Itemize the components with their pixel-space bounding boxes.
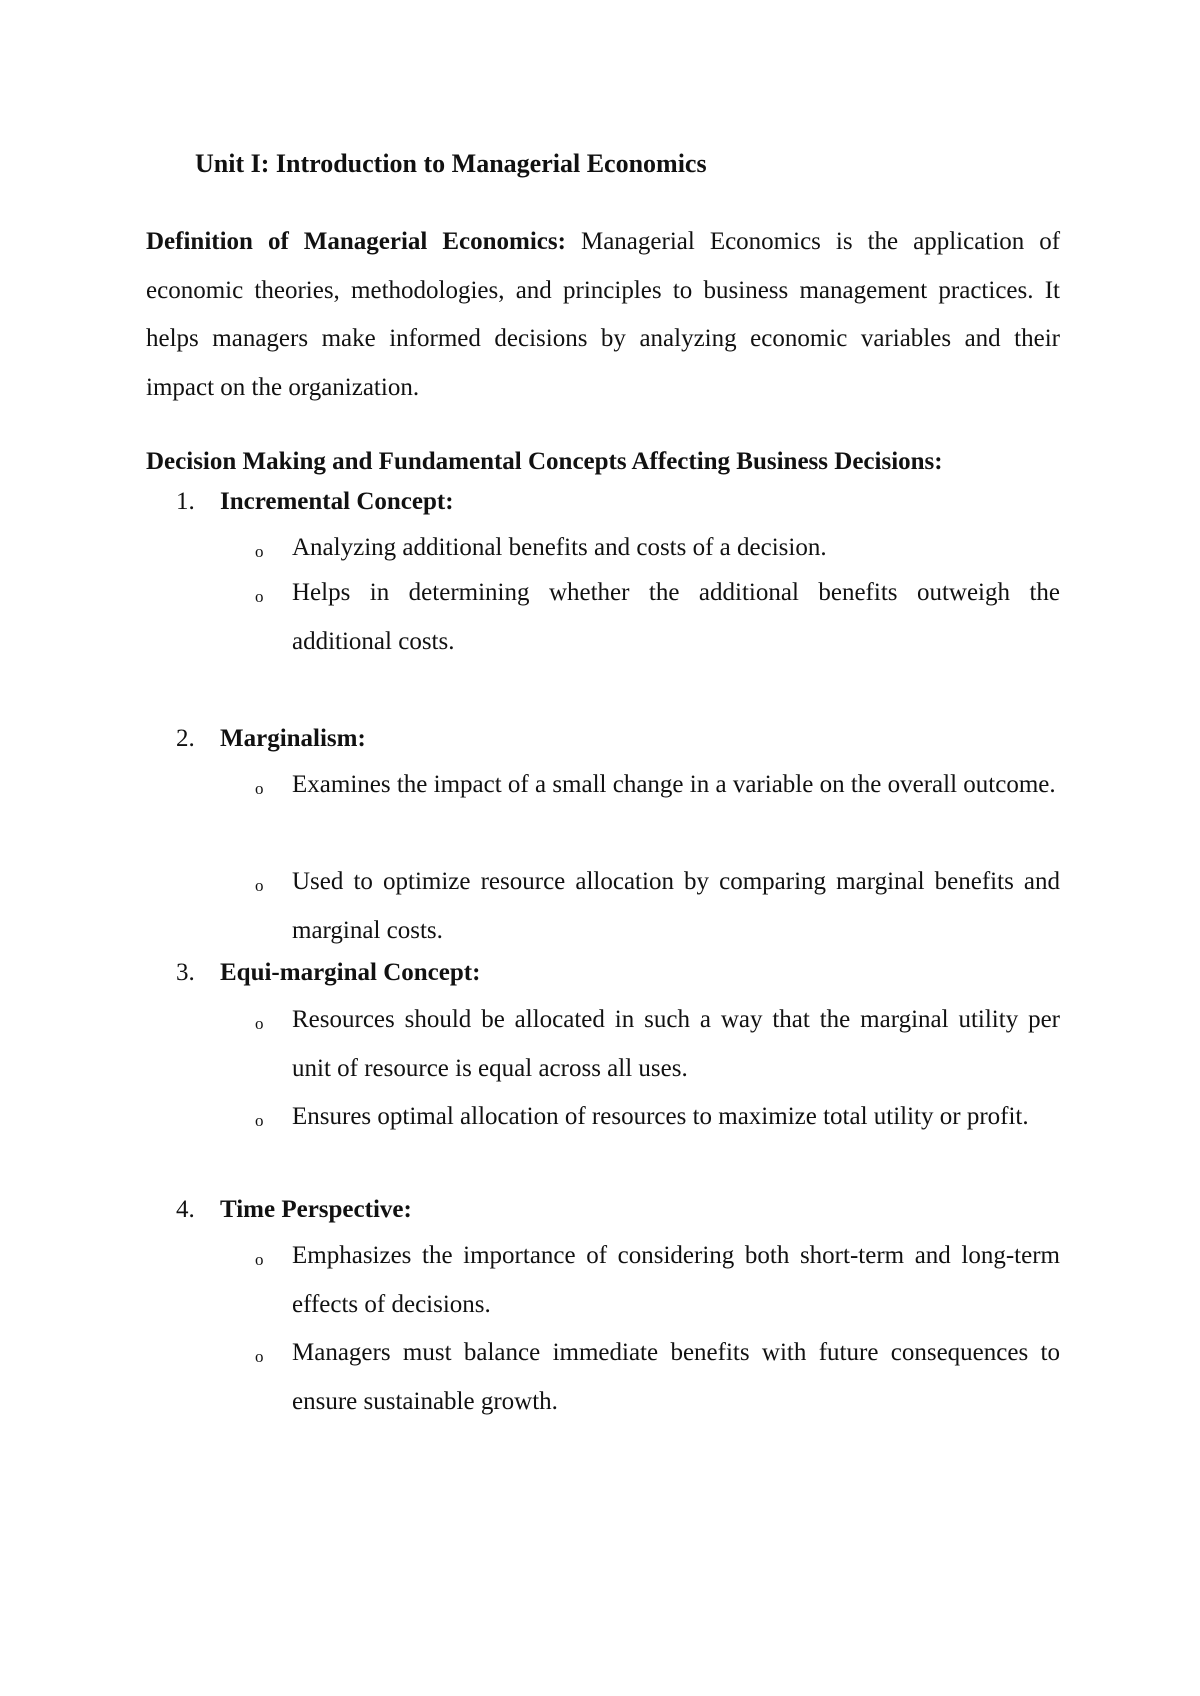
concept-number: 3. bbox=[176, 959, 195, 986]
point-text: Used to optimize resource allocation by comparing marginal benefits and marginal costs. bbox=[292, 868, 1060, 944]
bullet-marker: o bbox=[255, 542, 264, 561]
bullet-marker: o bbox=[255, 1347, 264, 1366]
concept-title: Time Perspective: bbox=[220, 1196, 412, 1223]
point-text: Resources should be allocated in such a way that the marginal utility per unit of resource is equal across all uses. bbox=[292, 1006, 1060, 1082]
concept-title: Equi-marginal Concept: bbox=[220, 959, 481, 986]
concept-heading bbox=[176, 484, 454, 520]
concept-heading bbox=[176, 955, 480, 991]
concept-heading bbox=[176, 1192, 412, 1228]
bullet-marker: o bbox=[255, 587, 264, 606]
definition-text: Managerial Economics is the application of economic theories, methodologies, and principles to business management practices. It helps managers make informed decisions by analyzing economic variables and their impact on the organization. bbox=[146, 228, 1061, 401]
bullet-marker: o bbox=[255, 1250, 264, 1269]
bullet-marker: o bbox=[255, 779, 264, 798]
definition-paragraph bbox=[146, 218, 1060, 412]
point-text: Emphasizes the importance of considering both short-term and long-term effects of decisions. bbox=[292, 1242, 1060, 1318]
point-text: Examines the impact of a small change in a variable on the overall outcome. bbox=[292, 771, 1056, 798]
concept-heading bbox=[176, 721, 366, 757]
point-text: Ensures optimal allocation of resources to maximize total utility or profit. bbox=[292, 1103, 1029, 1130]
concept-number: 1. bbox=[176, 488, 195, 515]
definition-label: Definition of Managerial Economics: bbox=[146, 228, 566, 255]
concept-title: Incremental Concept: bbox=[220, 488, 454, 515]
concept-number: 2. bbox=[176, 725, 195, 752]
concept-number: 4. bbox=[176, 1196, 195, 1223]
point-text: Helps in determining whether the additional benefits outweigh the additional costs. bbox=[292, 579, 1060, 655]
bullet-marker: o bbox=[255, 1111, 264, 1130]
point-text: Analyzing additional benefits and costs of a decision. bbox=[292, 534, 827, 561]
bullet-marker: o bbox=[255, 876, 264, 895]
section-heading: Decision Making and Fundamental Concepts Affecting Business Decisions: bbox=[146, 448, 943, 475]
bullet-marker: o bbox=[255, 1014, 264, 1033]
concept-title: Marginalism: bbox=[220, 725, 366, 752]
point-text: Managers must balance immediate benefits with future consequences to ensure sustainable growth. bbox=[292, 1339, 1060, 1415]
page-title: Unit I: Introduction to Managerial Economics bbox=[195, 149, 707, 178]
